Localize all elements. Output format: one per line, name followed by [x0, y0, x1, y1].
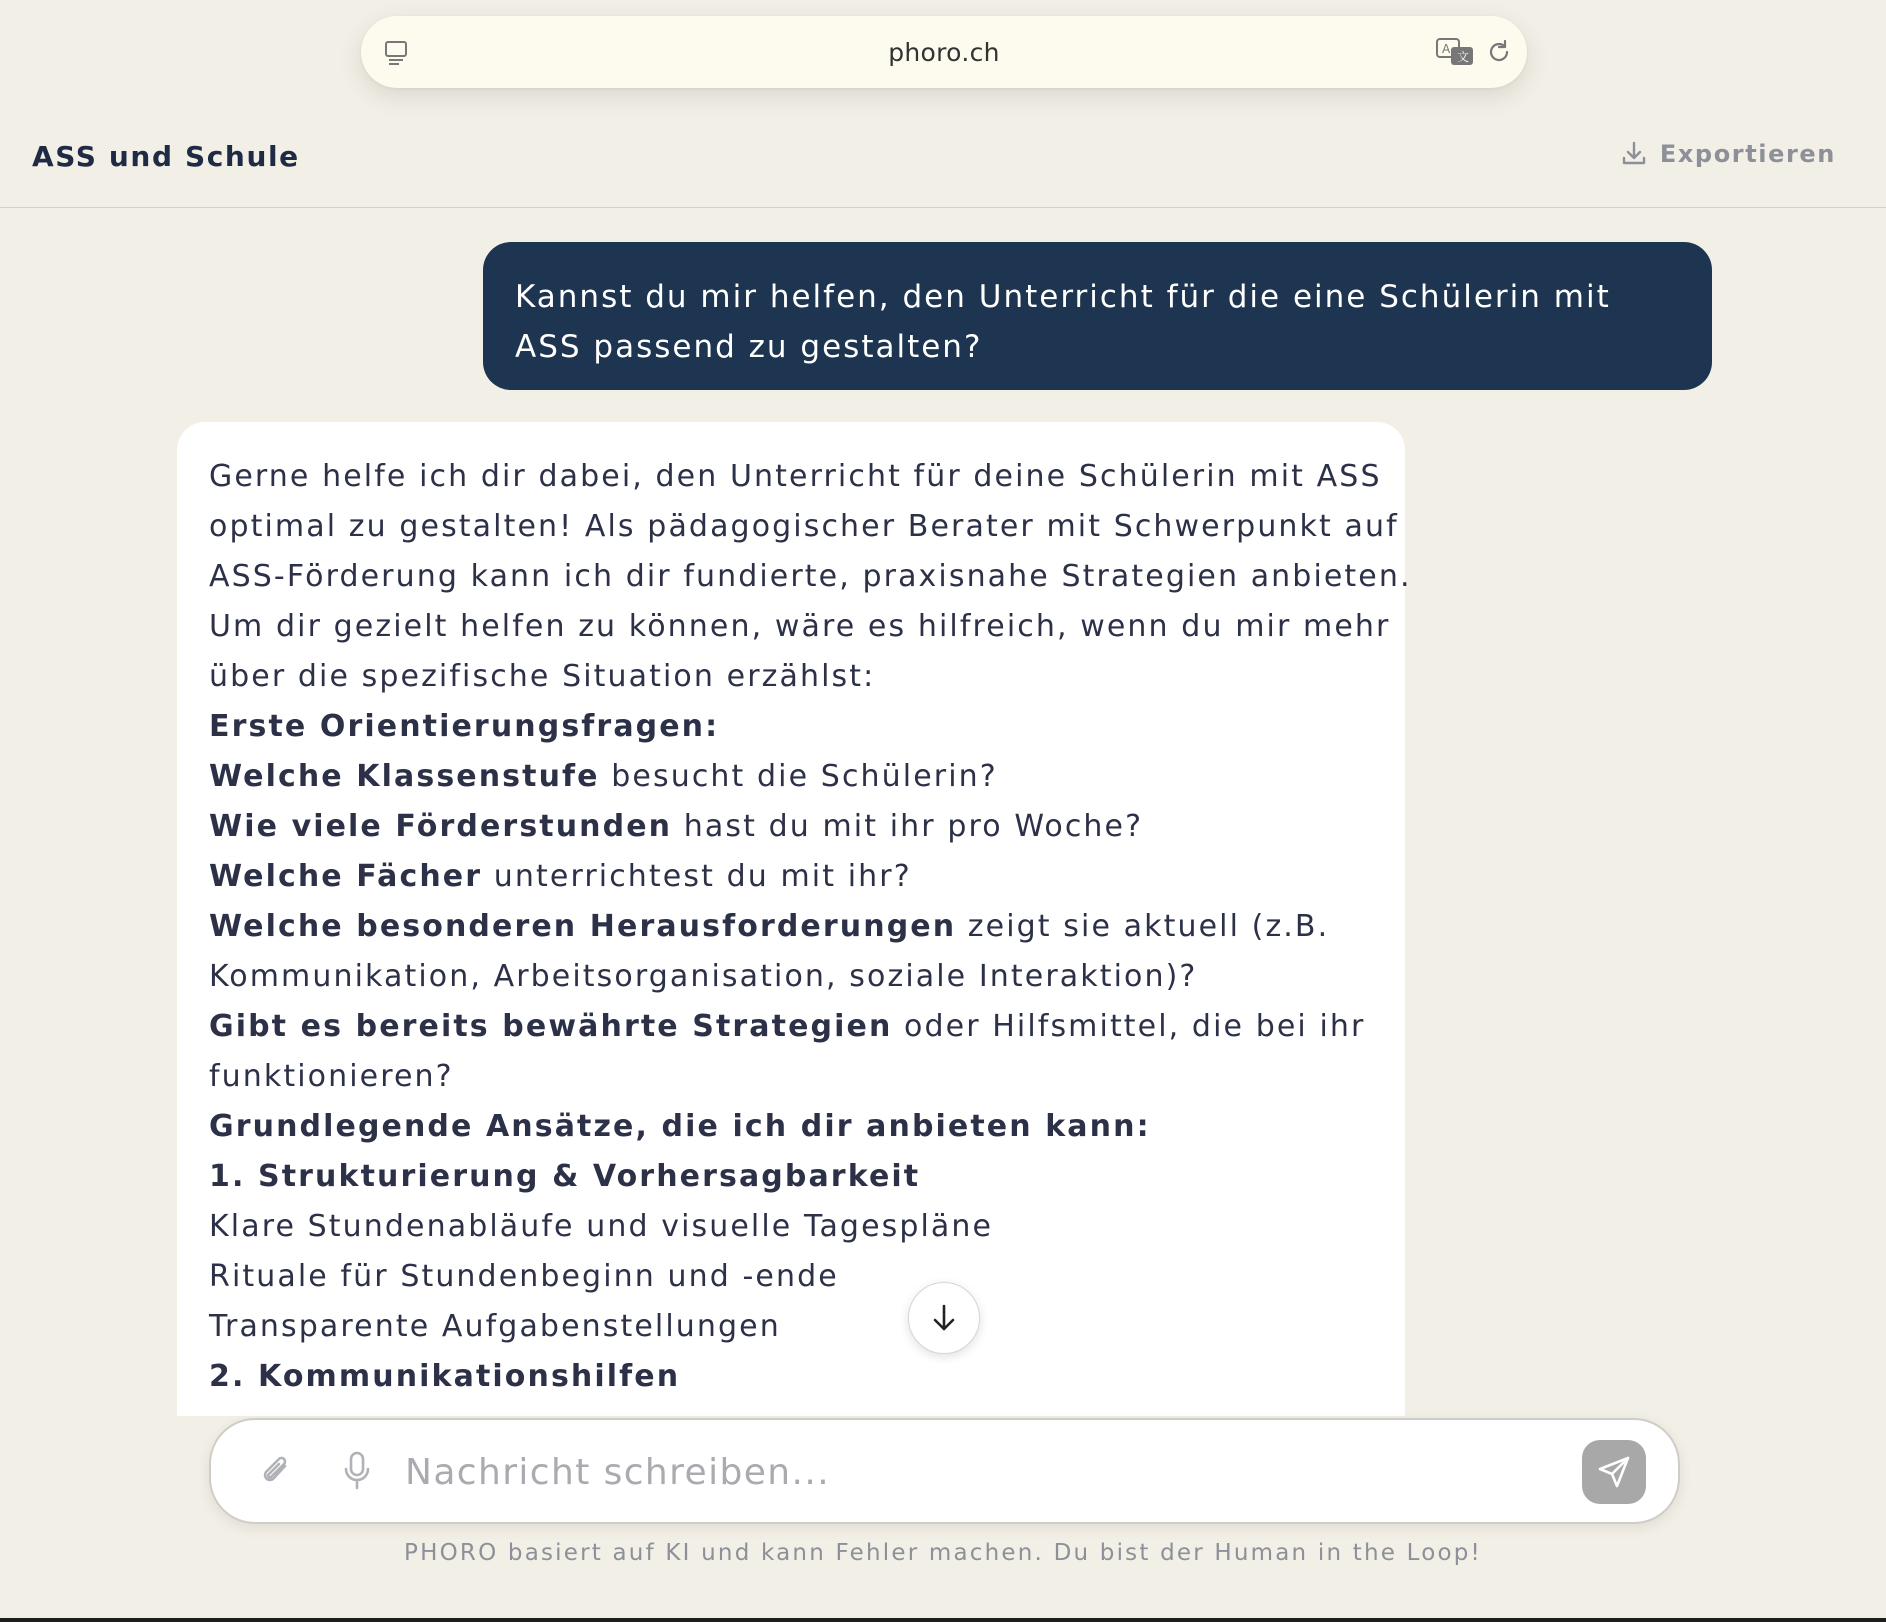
question-item: Gibt es bereits bewährte Strategien oder Hilfsmittel, die bei ihr — [209, 1009, 1366, 1044]
question-item: Welche Klassenstufe besucht die Schülerin? — [209, 759, 998, 794]
assistant-intro-line: optimal zu gestalten! Als pädagogischer Berater mit Schwerpunkt auf — [209, 509, 1399, 544]
reader-icon[interactable] — [381, 38, 411, 68]
svg-text:A: A — [1442, 42, 1451, 56]
microphone-icon[interactable] — [341, 1450, 373, 1492]
section-heading: 1. Strukturierung & Vorhersagbarkeit — [209, 1159, 921, 1194]
user-message — [483, 242, 1712, 390]
window-bottom-edge — [0, 1618, 1886, 1622]
section-item: Rituale für Stundenbeginn und -ende — [209, 1259, 839, 1294]
assistant-intro-line: über die spezifische Situation erzählst: — [209, 659, 876, 694]
chat-title: ASS und Schule — [32, 140, 300, 173]
ai-disclaimer: PHORO basiert auf KI und kann Fehler machen. Du bist der Human in the Loop! — [404, 1540, 1482, 1566]
export-button[interactable] — [1620, 140, 1836, 168]
address-bar[interactable] — [361, 16, 1527, 88]
question-item: Welche besonderen Herausforderungen zeigt sie aktuell (z.B. — [209, 909, 1330, 944]
paperclip-icon[interactable] — [259, 1452, 295, 1492]
reload-icon[interactable] — [1485, 38, 1513, 66]
download-icon — [1620, 140, 1648, 168]
arrow-down-icon — [927, 1301, 961, 1335]
app-header — [0, 110, 1886, 208]
send-icon — [1597, 1455, 1631, 1489]
svg-text:文: 文 — [1457, 50, 1470, 64]
url-text[interactable]: phoro.ch — [888, 37, 1000, 67]
assistant-intro-line: Gerne helfe ich dir dabei, den Unterricht für deine Schülerin mit ASS — [209, 459, 1382, 494]
section-item: Transparente Aufgabenstellungen — [209, 1309, 781, 1344]
message-input[interactable] — [403, 1438, 1533, 1506]
question-item: Welche Fächer unterrichtest du mit ihr? — [209, 859, 912, 894]
questions-heading: Erste Orientierungsfragen: — [209, 709, 720, 744]
send-button[interactable] — [1582, 1440, 1646, 1504]
assistant-intro-line: Um dir gezielt helfen zu können, wäre es hilfreich, wenn du mir mehr — [209, 609, 1391, 644]
message-composer — [209, 1418, 1680, 1524]
question-item-continuation: Kommunikation, Arbeitsorganisation, soziale Interaktion)? — [209, 959, 1198, 994]
section-item: Klare Stundenabläufe und visuelle Tagespläne — [209, 1209, 994, 1244]
assistant-message — [177, 422, 1412, 1416]
chat-area[interactable] — [0, 210, 1886, 1416]
question-item-continuation: funktionieren? — [209, 1059, 454, 1094]
scroll-to-bottom-button[interactable] — [908, 1282, 980, 1354]
translate-icon[interactable] — [1435, 36, 1475, 68]
assistant-intro-line: ASS-Förderung kann ich dir fundierte, praxisnahe Strategien anbieten. — [209, 559, 1412, 594]
section-heading: 2. Kommunikationshilfen — [209, 1359, 681, 1394]
user-message-line: Kannst du mir helfen, den Unterricht für die eine Schülerin mit — [515, 279, 1611, 315]
question-item: Wie viele Förderstunden hast du mit ihr pro Woche? — [209, 809, 1144, 844]
user-message-line: ASS passend zu gestalten? — [515, 329, 983, 365]
approaches-heading: Grundlegende Ansätze, die ich dir anbieten kann: — [209, 1109, 1151, 1144]
export-label: Exportieren — [1659, 140, 1836, 168]
